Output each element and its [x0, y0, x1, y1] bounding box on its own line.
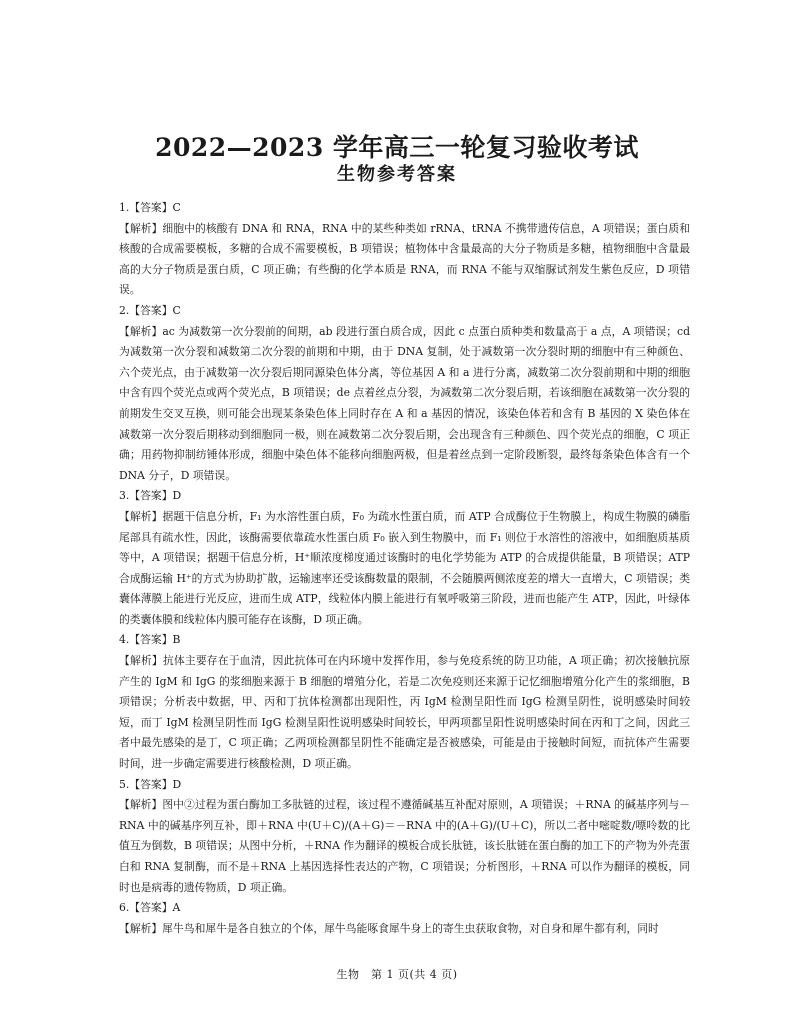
explanation: 【解析】细胞中的核酸有 DNA 和 RNA，RNA 中的某些种类如 rRNA、tRNA 不携带遗传信息，A 项错误；蛋白质和核酸的合成需要模板，多糖的合成不需要模板，B 项错误；植物体中含量最高的大分子物质是多糖，植物细胞中含量最高的大分子物质是蛋白质，C 项正确；有些酶的化学本质是 RNA，而 RNA 不能与双缩脲试剂发生紫色反应，D 项错误。	[119, 221, 690, 297]
answer-key: 6.【答案】A	[119, 901, 181, 915]
page-title: 2022—2023 学年高三一轮复习验收考试	[155, 133, 639, 162]
question-5	[110, 775, 690, 899]
answer-key: 4.【答案】B	[119, 633, 181, 647]
explanation: 【解析】犀牛鸟和犀牛是各自独立的个体，犀牛鸟能啄食犀牛身上的寄生虫获取食物，对自身和犀牛都有利，同时	[119, 921, 659, 935]
page-subtitle: 生物参考答案	[337, 164, 457, 185]
answer-key: 2.【答案】C	[119, 303, 181, 317]
question-6	[110, 898, 690, 939]
question-4	[110, 630, 690, 774]
explanation: 【解析】抗体主要存在于血清，因此抗体可在内环境中发挥作用，参与免疫系统的防卫功能，A 项正确；初次接触抗原产生的 IgM 和 IgG 的浆细胞来源于 B 细胞的增殖分化，若是二次免疫则还来源于记忆细胞增殖分化产生的浆细胞，B 项错误；分析表中数据，甲、丙和丁抗体检测都出现阳性，丙 IgM 检测呈阳性而 IgG 检测呈阴性，说明感染时间较短，而丁 IgM 检测呈阴性而 IgG 检测呈阳性说明感染时间较长，甲两项都呈阳性说明感染时间在丙和丁之间，因此三者中最先感染的是丁，C 项正确；乙两项检测都呈阴性不能确定是否被感染，可能是由于接触时间短，而抗体产生需要时间，进一步确定需要进行核酸检测，D 项正确。	[119, 654, 690, 771]
answer-list	[110, 198, 690, 939]
explanation: 【解析】据题干信息分析，F₁ 为水溶性蛋白质，F₀ 为疏水性蛋白质，而 ATP 合成酶位于生物膜上，构成生物膜的磷脂尾部具有疏水性，因此，该酶需要依靠疏水性蛋白质 F₀ 嵌入到生物膜中，而 F₁ 则位于水溶性的溶液中，如细胞质基质等中，A 项错误；据题干信息分析，H⁺顺浓度梯度通过该酶时的电化学势能为 ATP 的合成提供能量，B 项错误；ATP 合成酶运输 H⁺的方式为协助扩散，运输速率还受该酶数量的限制，不会随膜两侧浓度差的增大一直增大，C 项错误；类囊体薄膜上能进行光反应，进而生成 ATP，线粒体内膜上能进行有氧呼吸第三阶段，进而也能产生 ATP，因此，叶绿体的类囊体膜和线粒体内膜可能存在该酶，D 项正确。	[119, 509, 690, 626]
answer-key: 1.【答案】C	[119, 201, 181, 214]
page-footer: 生物 第 1 页(共 4 页)	[336, 968, 458, 981]
question-2	[110, 301, 690, 486]
question-3	[110, 486, 690, 630]
explanation: 【解析】ac 为减数第一次分裂前的间期，ab 段进行蛋白质合成，因此 c 点蛋白质种类和数量高于 a 点，A 项错误；cd 为减数第一次分裂和减数第二次分裂的前期和中期，由于 DNA 复制，处于减数第一次分裂时期的细胞中有三种颜色、六个荧光点，由于减数第一次分裂后期同源染色体分离，等位基因 A 和 a 进行分离，减数第二次分裂前期和中期的细胞中含有四个荧光点或两个荧光点，B 项错误；de 点着丝点分裂，为减数第二次分裂后期，若该细胞在减数第一次分裂的前期发生交叉互换，则可能会出现某条染色体上同时存在 A 和 a 基因的情况，该染色体若和含有 B 基因的 X 染色体在减数第一次分裂后期移动到细胞同一极，则在减数第二次分裂后期，会出现含有三种颜色、四个荧光点的细胞，C 项正确；用药物抑制纺锤体形成，细胞中染色体不能移向细胞两极，但是着丝点到一定阶段断裂，最终每条染色体含有一个 DNA 分子，D 项错误。	[119, 324, 690, 482]
explanation: 【解析】图中②过程为蛋白酶加工多肽链的过程，该过程不遵循碱基互补配对原则，A 项错误；＋RNA 的碱基序列与－RNA 中的碱基序列互补，即＋RNA 中(U＋C)/(A＋G)＝－RNA 中的(A＋G)/(U＋C)，所以二者中嘧啶数/嘌呤数的比值互为倒数，B 项错误；从图中分析，＋RNA 作为翻译的模板合成长肽链，该长肽链在蛋白酶的加工下的产物为外壳蛋白和 RNA 复制酶，而不是＋RNA 上基因选择性表达的产物，C 项错误；分析图形，＋RNA 可以作为翻译的模板，同时也是病毒的遗传物质，D 项正确。	[119, 798, 690, 894]
answer-key: 3.【答案】D	[119, 489, 182, 503]
answer-key: 5.【答案】D	[119, 777, 182, 791]
question-1	[110, 198, 690, 301]
